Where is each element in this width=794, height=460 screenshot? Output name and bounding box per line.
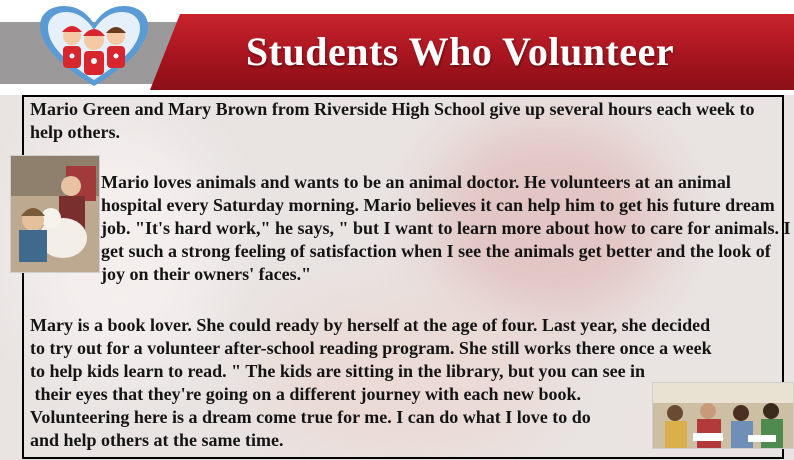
mary-line: and help others at the same time.: [30, 430, 284, 450]
mario-paragraph: Mario loves animals and wants to be an animal doctor. He volunteers at an animal hospital every Saturday morning. Mario believes it can help him to get his future dream job. "It's hard work," he says, " but I want to learn more about how to care for animals. I get such a strong feeling of satisfaction when I see the animals get better and the look of joy on their owners' faces.": [101, 172, 791, 284]
mary-line: their eyes that they're going on a different journey with each new book.: [30, 384, 581, 404]
slide-header: [0, 0, 794, 95]
mary-line: to try out for a volunteer after-school reading program. She still works there once a week: [30, 338, 712, 358]
mary-line: to help kids learn to read. " The kids are sitting in the library, but you can see in: [30, 361, 646, 381]
slide-title: Students Who Volunteer: [245, 29, 675, 74]
mary-line: Mary is a book lover. She could ready by herself at the age of four. Last year, she decided: [30, 315, 711, 335]
intro-paragraph: Mario Green and Mary Brown from Riverside High School give up several hours each week to help others.: [30, 99, 755, 142]
boy-with-dog-photo: [10, 155, 100, 273]
mary-line: Volunteering here is a dream come true for me. I can do what I love to do: [30, 407, 591, 427]
volunteer-heart-logo-icon: [38, 6, 150, 88]
kids-reading-photo: [652, 382, 794, 449]
